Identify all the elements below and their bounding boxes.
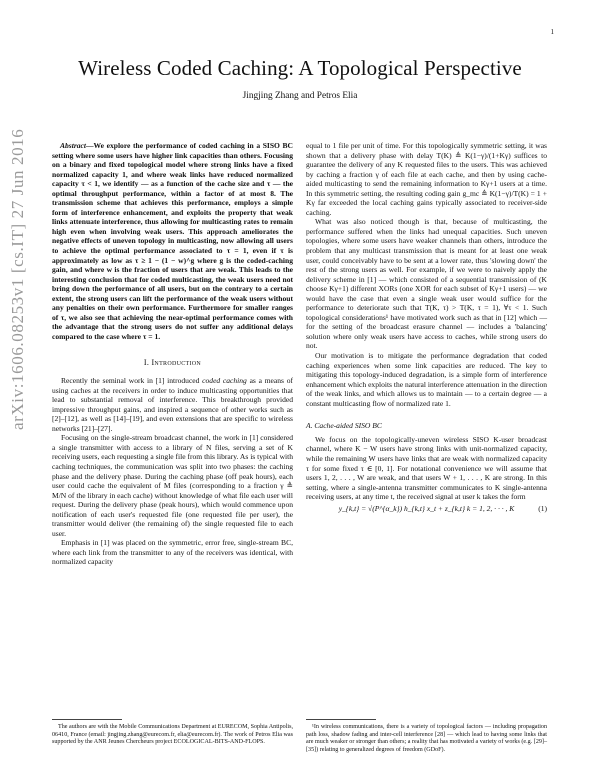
intro-p1-emphasis: coded caching	[202, 376, 247, 386]
equation-1	[306, 504, 547, 518]
right-paragraph-3: Our motivation is to mitigate the performance degradation that coded caching experiences when some link capacities are reduced. The key to mitigating this topology-induced degradation, is a simple form of interference enhancement which exploits the natural interference attenuation in the direction of the weak links, and which allows us to maintain — to a certain degree — a constant multicasting flow of normalized rate 1.	[306, 351, 547, 408]
right-column	[306, 141, 547, 522]
abstract-text: —We explore the performance of coded caching in a SISO BC setting where some users have higher link capacities than others. Focusing on a binary and fixed topological model where strong links have a fixed normalized capacity 1, and where weak links have reduced normalized capacity τ < 1, we identify — as a function of the cache size and τ — the optimal throughput performance, within a factor of at most 8. The transmission scheme that achieves this performance, employs a simple form of interference enhancement, and exploits the property that weak links attenuate interference, thus allowing for multicasting rates to remain high even when involving weak users. This approach ameliorates the negative effects of uneven topology in multicasting, now allowing all users to achieve the optimal performance associated to τ = 1, even if τ is approximately as low as τ ≥ 1 − (1 − w)^g where g is the coded-caching gain, and where w is the fraction of users that are weak. This leads to the interesting conclusion that for coded multicasting, the weak users need not bring down the performance of all users, but on the contrary to a certain extent, the strong users can lift the performance of the weak users without any penalties on their own performance. Furthermore for smaller ranges of τ, we also see that achieving the near-optimal performance comes with the advantage that the strong users do not suffer any additional delays compared to the case where τ = 1.	[52, 141, 293, 341]
page-number: 1	[550, 28, 554, 36]
equation-1-body: y_{k,t} = √(P^{α_k}) h_{k,t} x_t + z_{k,t} k = 1, 2, · · · , K	[338, 503, 515, 513]
intro-paragraph-3: Emphasis in [1] was placed on the symmetric, error free, single-stream BC, where each link from the transmitter to any of the receivers was identical, with normalized capacity	[52, 538, 293, 567]
author-affiliation-text: The authors are with the Mobile Communications Department at EURECOM, Sophia Antipolis, 06410, France (email: jingjing.zhang@eurecom.fr, elia@eurecom.fr). The work of Petros Elia was supported by the ANR Jeunes Chercheurs project ECOLOGICAL-BITS-AND-FLOPS.	[52, 724, 293, 745]
intro-p1-end: as a means of using caches at the receivers in order to induce multicasting opportunities that lead to substantial removal of interference. This breakthrough provided impressive throughput gains, and inspired a sequence of other works such as [2]–[12], as well as [14]–[19], and even extensions that are specific to wireless networks [21]–[27].	[52, 376, 293, 433]
left-column	[52, 141, 293, 567]
intro-paragraph-2: Focusing on the single-stream broadcast channel, the work in [1] considered a single transmitter with access to a library of N files, serving a set of K receiving users, each requesting a single file from this library. As is typical with caching techniques, the communication was split into two phases: the caching phase and the delivery phase. During the caching phase (off peak hours), each user could cache the equivalent of M files (corresponding to a fraction γ ≜ M/N of the library in each cache) without knowledge of what file each user will request. During the delivery phase (peak hours), which would commence upon notification of each user's requested file (one requested file per user), the transmitter would deliver (the remaining of) the single requested file to each user.	[52, 433, 293, 538]
arxiv-identifier-stamp: arXiv:1606.08253v1 [cs.IT] 27 Jun 2016	[8, 128, 27, 430]
footnote-rule	[52, 719, 122, 720]
paper-title: Wireless Coded Caching: A Topological Perspective	[78, 56, 522, 80]
paper-authors: Jingjing Zhang and Petros Elia	[242, 91, 358, 101]
abstract-lead: Abstract	[60, 141, 86, 150]
right-paragraph-2: What was also noticed though is that, because of multicasting, the performance suffered when the links had unequal capacities. Such uneven topologies, where some users have weaker channels than others, introduce the problem that any multicast transmission that is meant for at least one weak user, could conceivably have to be sent at a lower rate, thus 'slowing down' the rest of the strong users as well. For example, if we were to naively apply the delivery scheme in [1] — which consisted of a sequential transmission of (K choose Kγ+1) different XORs (one XOR for each subset of Kγ+1 users) — we would have the case that even a single weak user would suffice for the performance to deteriorate such that T(K, τ) > T(K, τ = 1), ∀τ < 1. Such topological considerations¹ have motivated work such as that in [12] which — for the setting of the broadcast erasure channel — includes a 'balancing' solution where only weak users have access to caches, while strong users do not.	[306, 217, 547, 351]
section-heading-introduction: I. Introduction	[143, 358, 202, 368]
footnote-rule-right	[306, 719, 376, 720]
equation-1-number: (1)	[538, 503, 547, 513]
topology-footnote-text: ¹In wireless communications, there is a variety of topological factors — including propagation path loss, shadow fading and inter-cell interference [28] — which lead to having some links that are much weaker or stronger than others; a reality that has motivated a variety of works (e.g. [29]–[35]) relating to generalized degrees of freedom (GDoF).	[306, 724, 547, 753]
abstract	[52, 141, 293, 341]
subsection-heading-cache-aided-siso-bc: A. Cache-aided SISO BC	[306, 421, 382, 431]
topology-footnote	[306, 713, 547, 754]
subsection-paragraph: We focus on the topologically-uneven wireless SISO K-user broadcast channel, where K − W users have strong links with unit-normalized capacity, while the remaining W users have links that are weak with normalized capacity τ for some fixed τ ∈ [0, 1]. For notational convenience we will assume that users 1, 2, . . . , W are weak, and that users W + 1, . . . , K are strong. In this setting, where a single-antenna transmitter communicates to K single-antenna receiving users, at any time t, the received signal at user k takes the form	[306, 434, 547, 502]
intro-p1-start: Recently the seminal work in [1] introduced	[61, 376, 203, 386]
right-paragraph-1: equal to 1 file per unit of time. For this topologically symmetric setting, it was shown that a delivery phase with delay T(K) ≜ K(1−γ)/(1+Kγ) suffices to guarantee the delivery of any K requested files to the users. This was achieved by caching a fraction γ of each file at each cache, and then by using cache-aided multicasting to send the remaining information to Kγ+1 users at a time. In this symmetric setting, the resulting coding gain g_mc ≜ K(1−γ)/T(K) = 1 + Kγ far exceeded the local caching gains typically associated to receiver-side caching.	[306, 141, 547, 217]
author-affiliation-footnote	[52, 713, 293, 747]
intro-paragraph-1	[52, 376, 293, 433]
